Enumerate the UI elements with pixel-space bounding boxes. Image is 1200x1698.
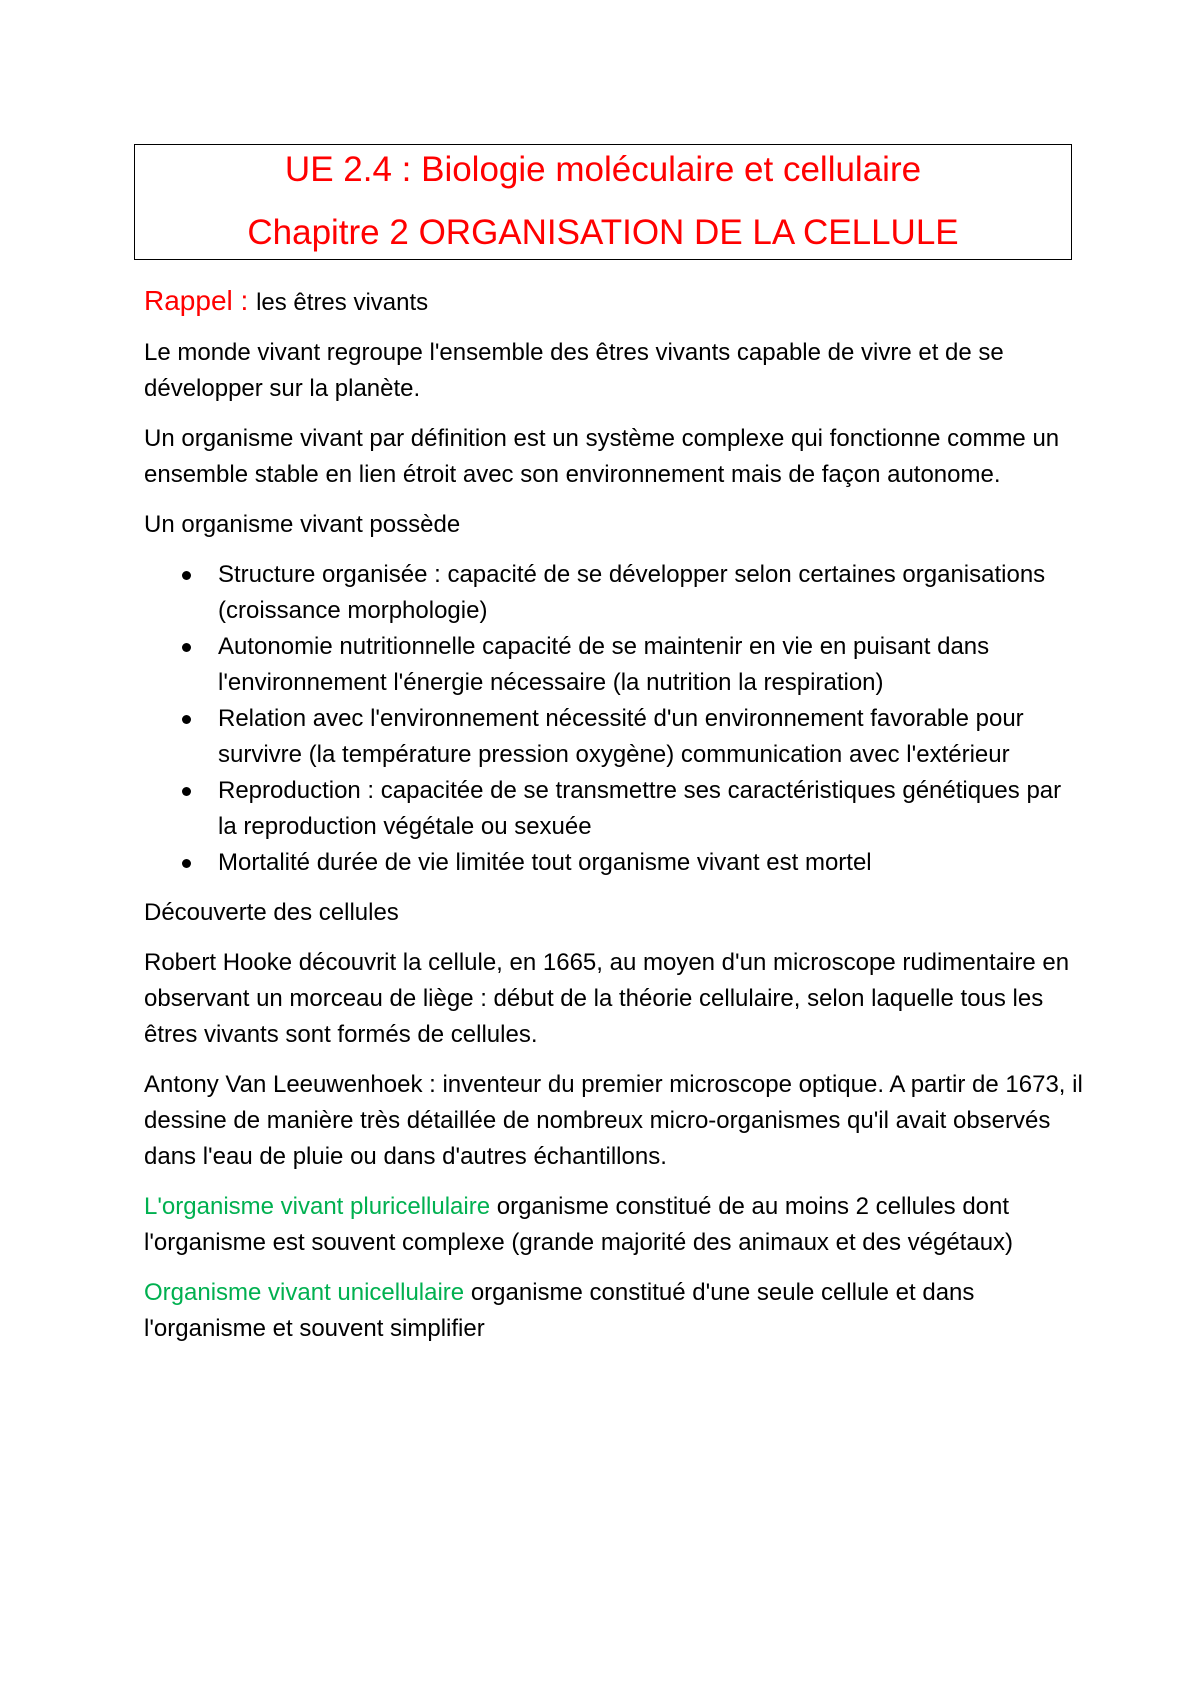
list-item <box>144 773 1084 845</box>
definition-unicellulaire-text: organisme constitué d'une seule cellule et dans l'organisme et souvent simplifier <box>144 1279 975 1342</box>
bullet-icon <box>182 715 191 724</box>
rappel-heading <box>144 283 1084 321</box>
section-heading-decouverte: Découverte des cellules <box>144 899 399 926</box>
paragraph-organisme-definition: Un organisme vivant par définition est un système complexe qui fonctionne comme un ensemble stable en lien étroit avec son environnement mais de façon autonome. <box>144 425 1060 488</box>
chapter-title: Chapitre 2 ORGANISATION DE LA CELLULE <box>247 213 959 252</box>
title-box <box>134 144 1072 260</box>
term-pluricellulaire: L'organisme vivant pluricellulaire <box>144 1193 491 1220</box>
bullet-icon <box>182 787 191 796</box>
list-item-text: Relation avec l'environnement nécessité d'un environnement favorable pour survivre (la température pression oxygène) communication avec l'extérieur <box>218 705 1024 768</box>
list-item <box>144 701 1084 773</box>
paragraph-monde-vivant: Le monde vivant regroupe l'ensemble des êtres vivants capable de vivre et de se développer sur la planète. <box>144 339 1004 402</box>
list-item-text: Autonomie nutritionnelle capacité de se maintenir en vie en puisant dans l'environnement l'énergie nécessaire (la nutrition la respiration) <box>218 633 990 696</box>
paragraph-organisme-possede: Un organisme vivant possède <box>144 511 461 538</box>
definition-pluricellulaire-text: organisme constitué de au moins 2 cellules dont l'organisme est souvent complexe (grande majorité des animaux et des végétaux) <box>144 1193 1014 1256</box>
definition-unicellulaire <box>144 1275 1084 1347</box>
bullet-icon <box>182 859 191 868</box>
rappel-text: les êtres vivants <box>256 289 429 316</box>
bullet-icon <box>182 643 191 652</box>
list-item-text: Reproduction : capacitée de se transmettre ses caractéristiques génétiques par la reproduction végétale ou sexuée <box>218 777 1062 840</box>
characteristics-list <box>144 557 1084 881</box>
list-item <box>144 629 1084 701</box>
document-body <box>144 283 1084 1361</box>
paragraph-leeuwenhoek: Antony Van Leeuwenhoek : inventeur du premier microscope optique. A partir de 1673, il dessine de manière très détaillée de nombreux micro-organismes qu'il avait observés dans l'eau de pluie ou dans d'autres échantillons. <box>144 1071 1083 1170</box>
list-item <box>144 557 1084 629</box>
course-title: UE 2.4 : Biologie moléculaire et cellulaire <box>284 150 922 189</box>
list-item <box>144 845 1084 881</box>
bullet-icon <box>182 571 191 580</box>
term-unicellulaire: Organisme vivant unicellulaire <box>144 1279 465 1306</box>
definition-pluricellulaire <box>144 1189 1084 1261</box>
list-item-text: Mortalité durée de vie limitée tout organisme vivant est mortel <box>218 849 872 876</box>
list-item-text: Structure organisée : capacité de se développer selon certaines organisations (croissance morphologie) <box>218 561 1046 624</box>
rappel-label: Rappel : <box>144 285 257 316</box>
paragraph-hooke: Robert Hooke découvrit la cellule, en 1665, au moyen d'un microscope rudimentaire en observant un morceau de liège : début de la théorie cellulaire, selon laquelle tous les êtres vivants sont formés de cellules. <box>144 949 1070 1048</box>
